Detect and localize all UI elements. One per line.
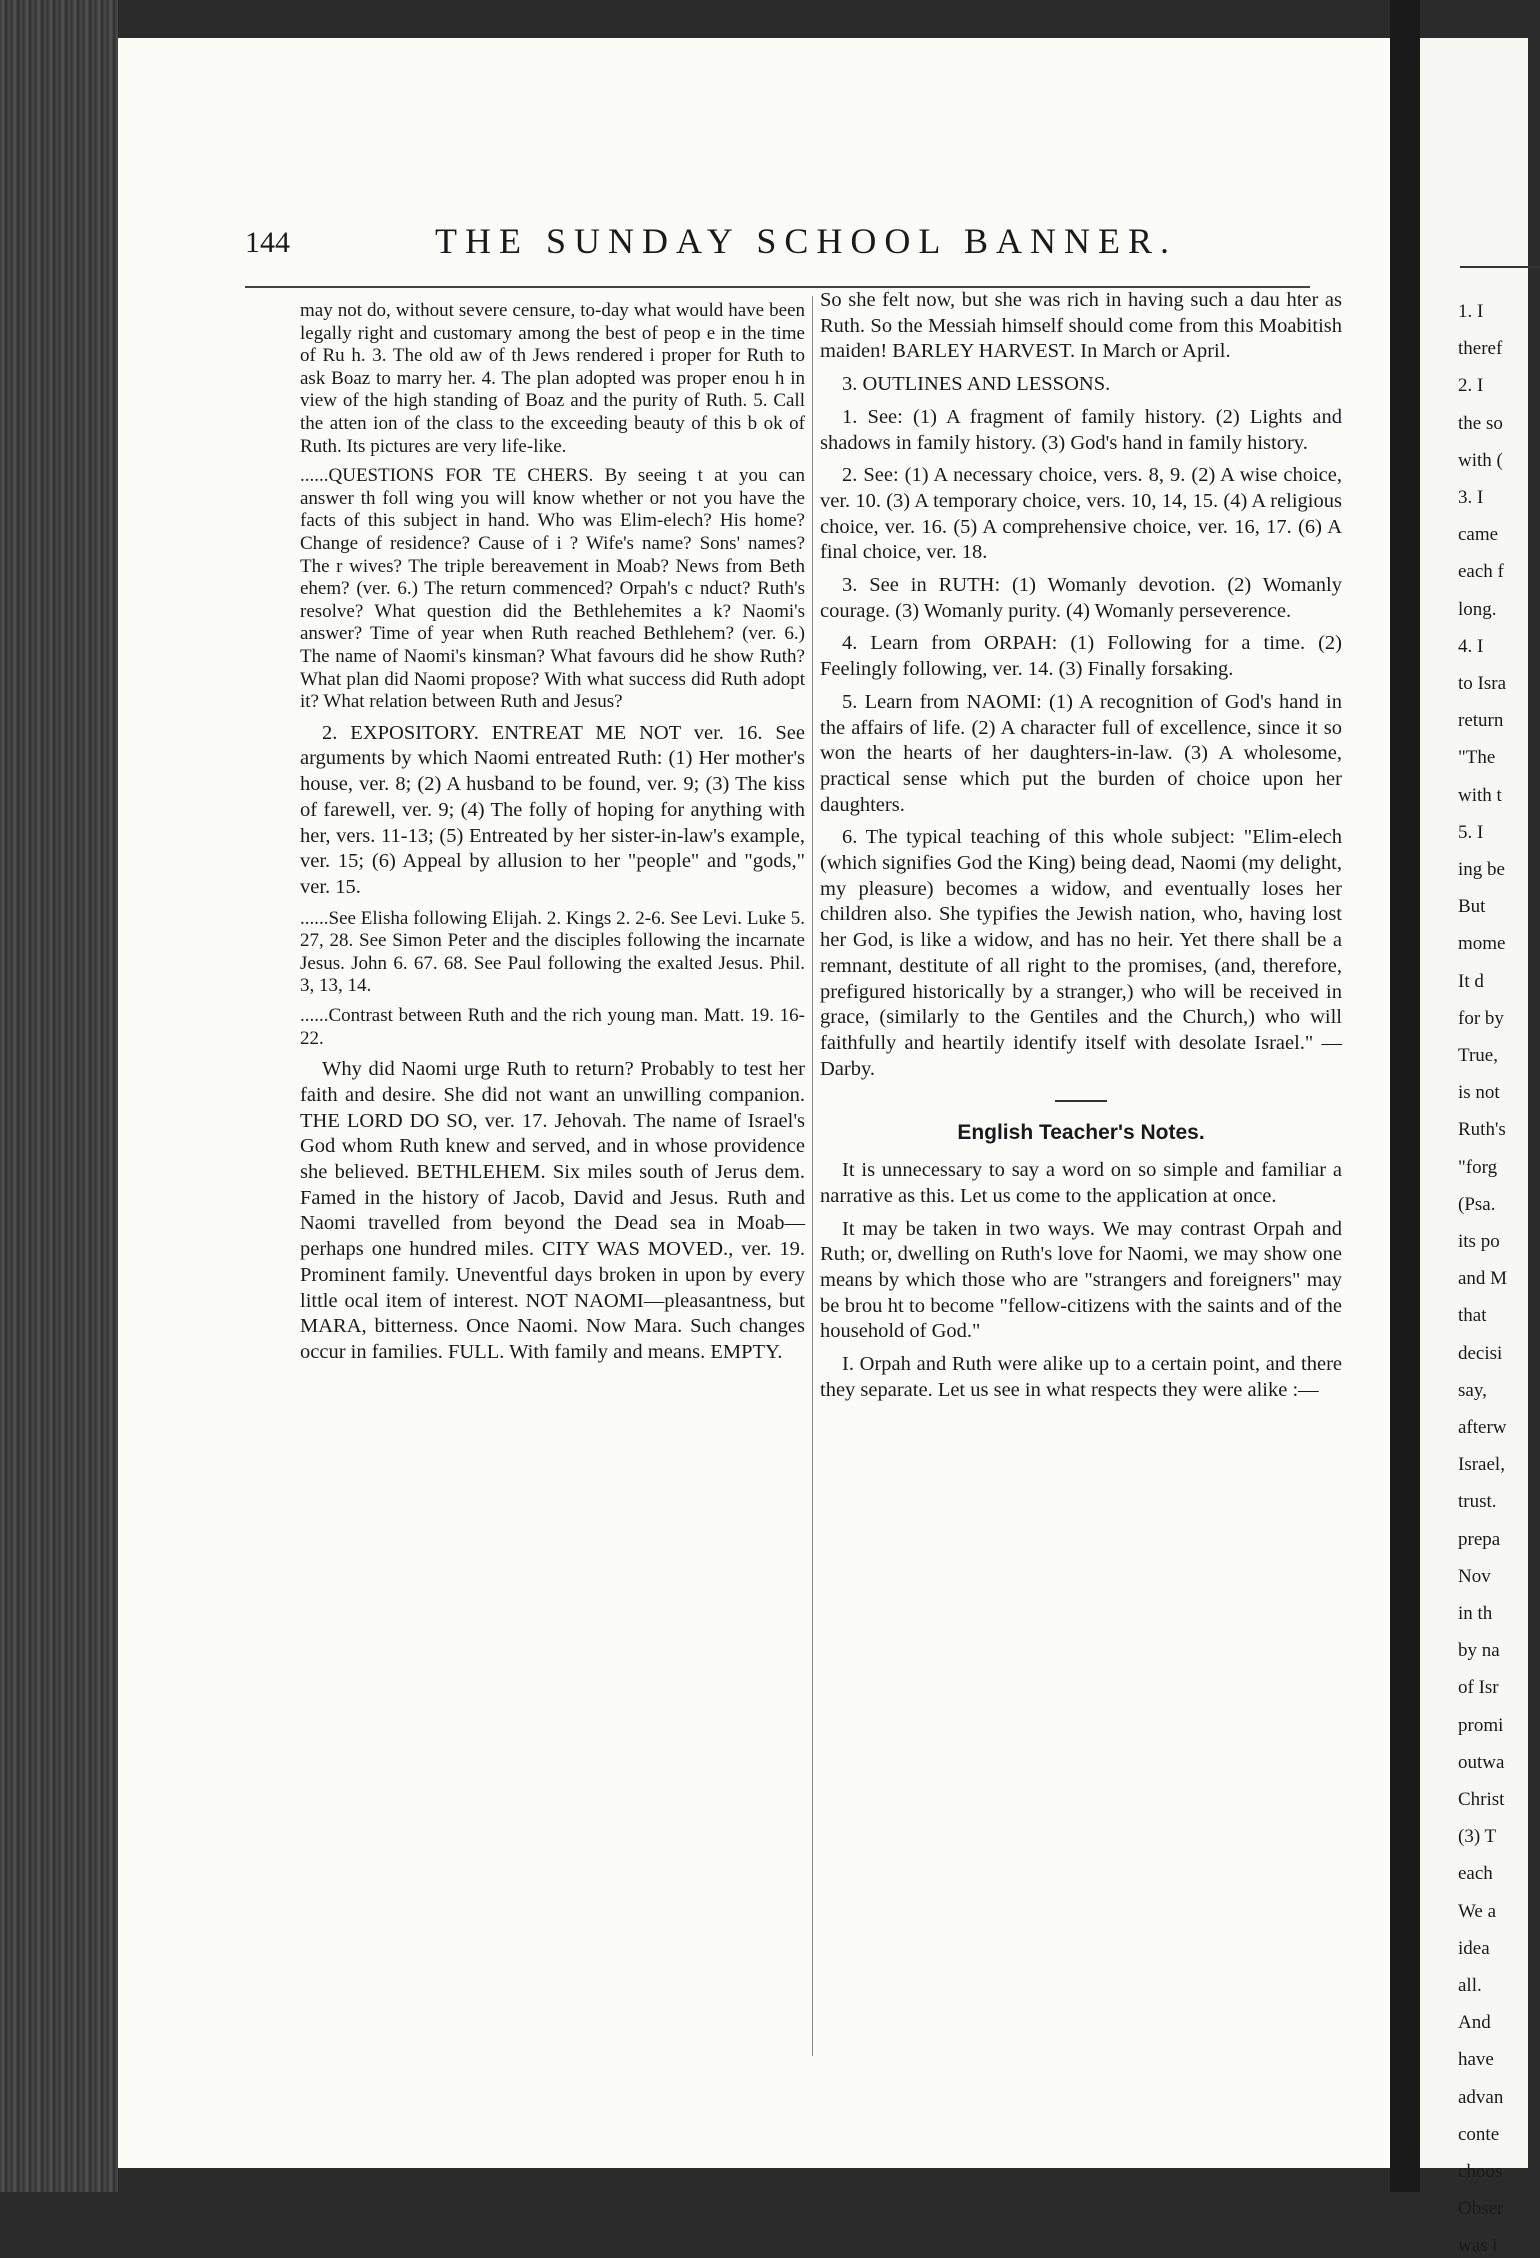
adjacent-page-line: each f (1458, 561, 1504, 583)
adjacent-page-line: all. (1458, 1975, 1482, 1996)
expository-paragraph: 2. EXPOSITORY. ENTREAT ME NOT ver. 16. See arguments by which Naomi entreated Ruth: (1) Her mother's house, ver. 8; (2) A husband to be found, ver. 9; (3) The kiss of farewell, ver. 9; (4) The folly of hoping for anything with her, vers. 11-13; (5) Entreated by her sister-in-law's example, ver. 15; (6) Appeal by allusion to her "people" and "gods," ver. 15. (300, 721, 805, 898)
adjacent-page-line: Christ (1458, 1789, 1505, 1810)
adjacent-page-line: (Psa. (1458, 1193, 1496, 1215)
adjacent-page-line: And (1458, 2012, 1491, 2034)
adjacent-page-line: Israel, (1458, 1454, 1505, 1476)
adjacent-page-line: the so (1458, 412, 1503, 434)
paragraph: So she felt now, but she was rich in having such a dau hter as Ruth. So the Messiah himself should come from this Moabitish maiden! BARLEY HARVEST. In March or April. (820, 289, 1342, 363)
paragraph: ......Contrast between Ruth and the rich young man. Matt. 19. 16-22. (300, 1004, 805, 1049)
adjacent-page-line: True, (1458, 1045, 1498, 1066)
adjacent-page-line: idea (1458, 1937, 1490, 1959)
adjacent-page-line: mome (1458, 933, 1506, 955)
book-binding (0, 0, 118, 2192)
adjacent-page-line: to Isra (1458, 673, 1507, 694)
section-separator (1055, 1100, 1107, 1102)
paragraph: 4. Learn from ORPAH: (1) Following for a time. (2) Feelingly following, ver. 14. (3) Finally forsaking. (820, 632, 1342, 681)
section-heading: 3. OUTLINES AND LESSONS. (842, 373, 1111, 396)
adjacent-page-line: with ( (1458, 449, 1503, 471)
adjacent-page-line: theref (1458, 338, 1503, 360)
adjacent-page-line: 3. I (1458, 487, 1484, 508)
adjacent-page-line: ing be (1458, 859, 1505, 880)
adjacent-page-line: with t (1458, 784, 1502, 806)
adjacent-page-line: was i (1458, 2235, 1498, 2257)
adjacent-page-line: choos (1458, 2161, 1503, 2182)
adjacent-page-line: advan (1458, 2086, 1504, 2108)
adjacent-page-line: long. (1458, 598, 1497, 620)
adjacent-page-line: 4. I (1458, 635, 1484, 657)
paragraph: 6. The typical teaching of this whole subject: "Elim-elech (which signifies God the King) being dead, Naomi (my delight, my pleasure) becomes a widow, and eventually loses her children also. She typifies the Jewish nation, who, having lost her God, is like a widow, and has no heir. Yet there shall be a remnant, destitute of all right to the promises, (and, therefore, prefigured historically by a stranger,) who will be received in grace, (similarly to the Gentiles and the Church,) who will faithfully and heartily identify itself with desolate Israel." —Darby. (820, 826, 1342, 1080)
adjacent-page-line: its po (1458, 1231, 1500, 1252)
questions-paragraph: ......QUESTIONS FOR TE CHERS. By seeing t at you can answer th foll wing you will know whether or not you have the facts of this subject in hand. Who was Elim-elech? His home? Change of residence? Cause of i ? Wife's name? Sons' names? The r wives? The triple bereavement in Moab? News from Beth ehem? (ver. 6.) The return commenced? Orpah's c nduct? Ruth's resolve? What question did the Bethlehemites a k? Naomi's answer? Time of year when Ruth reached Bethlehem? (ver. 6.) The name of Naomi's kinsman? What favours did he show Ruth? What plan did Naomi propose? With what success did Ruth adopt it? What relation between Ruth and Jesus? (300, 465, 805, 713)
adjacent-page-line: promi (1458, 1714, 1504, 1736)
paragraph: It is unnecessary to say a word on so simple and familiar a narrative as this. Let us come to the application at once. (820, 1159, 1342, 1207)
adjacent-page-line: say, (1458, 1379, 1487, 1401)
adjacent-page-line: (3) T (1458, 1826, 1497, 1848)
adjacent-page-line: return (1458, 710, 1504, 732)
page-gutter (1390, 0, 1420, 2192)
adjacent-page-line: afterw (1458, 1417, 1507, 1438)
adjacent-page-line: We a (1458, 1900, 1497, 1922)
paragraph: 3. See in RUTH: (1) Womanly devotion. (2) Womanly courage. (3) Womanly purity. (4) Womanly perseverence. (820, 574, 1342, 622)
paragraph: ......See Elisha following Elijah. 2. Kings 2. 2-6. See Levi. Luke 5. 27, 28. See Simon Peter and the disciples following the incarnate Jesus. John 6. 67. 68. See Paul following the exalted Jesus. Phil. 3, 13, 14. (300, 907, 805, 997)
adjacent-page-line: conte (1458, 2123, 1500, 2145)
page-header (245, 220, 1310, 266)
adjacent-page-line: in th (1458, 1603, 1493, 1624)
page-number: 144 (245, 226, 290, 259)
adjacent-page-line: outwa (1458, 1751, 1505, 1773)
adjacent-page (1420, 38, 1528, 2257)
adjacent-page-rule (1460, 266, 1540, 268)
paragraph: 2. See: (1) A necessary choice, vers. 8, 9. (2) A wise choice, ver. 10. (3) A temporary choice, vers. 10, 14, 15. (4) A religious choice, ver. 16. (5) A comprehensive choice, ver. 16, 17. (6) A final choice, ver. 18. (820, 464, 1342, 564)
adjacent-page-line: It d (1458, 970, 1484, 992)
paragraph: I. Orpah and Ruth were alike up to a certain point, and there they separate. Let us see in what respects they were alike :— (820, 1353, 1342, 1401)
adjacent-page-line: 1. I (1458, 301, 1484, 322)
adjacent-page-line: Nov (1458, 1565, 1491, 1587)
paragraph: 1. See: (1) A fragment of family history. (2) Lights and shadows in family history. (3) God's hand in family history. (820, 405, 1342, 454)
adjacent-page-line: trust. (1458, 1491, 1497, 1513)
adjacent-page-line: each (1458, 1863, 1493, 1885)
adjacent-page-line: of Isr (1458, 1677, 1499, 1699)
column-divider (812, 296, 813, 2056)
paragraph: 5. Learn from NAOMI: (1) A recognition of God's hand in the affairs of life. (2) A character full of excellence, since it so won the hearts of her daughters-in-law. (3) A wholesome, practical sense which put the burden of choice upon her daughters. (820, 690, 1342, 816)
adjacent-page-line: for by (1458, 1007, 1504, 1029)
adjacent-page-line: have (1458, 2049, 1494, 2071)
right-column (820, 288, 1342, 1410)
adjacent-page-line: "The (1458, 747, 1496, 769)
adjacent-page-line: 5. I (1458, 821, 1484, 843)
adjacent-page-line: decisi (1458, 1342, 1503, 1364)
left-column (300, 300, 805, 1373)
adjacent-page-line: Obser (1458, 2198, 1504, 2220)
page-title: THE SUNDAY SCHOOL BANNER. (435, 221, 1178, 261)
paragraph: It may be taken in two ways. We may contrast Orpah and Ruth; or, dwelling on Ruth's love for Naomi, we may show one means by which those who are "strangers and foreigners" may be brou ht to become "fellow-citizens with the saints and of the household of God." (820, 1217, 1342, 1343)
paragraph: may not do, without severe censure, to-day what would have been legally right and customary among the best of peop e in the time of Ru h. 3. The old aw of th Jews rendered i proper for Ruth to ask Boaz to marry her. 4. The plan adopted was proper enou h in view of the high standing of Boaz and the purity of Ruth. 5. Call the atten ion of the class to the exceeding beauty of this b ok of Ruth. Its pictures are very life-like. (300, 300, 805, 457)
adjacent-page-line: 2. I (1458, 375, 1484, 397)
paragraph: Why did Naomi urge Ruth to return? Probably to test her faith and desire. She did not want an unwilling companion. THE LORD DO SO, ver. 17. Jehovah. The name of Israel's God whom Ruth knew and served, and in whose providence she believed. BETHLEHEM. Six miles south of Jerus dem. Famed in the history of Jacob, David and Jesus. Ruth and Naomi travelled from beyond the Dead sea in Moab—perhaps one hundred miles. CITY WAS MOVED., ver. 19. Prominent family. Uneventful days broken in upon by every little ocal item of interest. NOT NAOMI—pleasantness, but MARA, bitterness. Once Naomi. Now Mara. Such changes occur in families. FULL. With family and means. EMPTY. (300, 1058, 805, 1363)
adjacent-page-line: that (1458, 1305, 1487, 1327)
adjacent-page-line: came (1458, 524, 1499, 546)
adjacent-page-line: But (1458, 896, 1486, 918)
adjacent-page-line: "forg (1458, 1156, 1498, 1178)
adjacent-page-line: Ruth's (1458, 1119, 1506, 1141)
adjacent-page-line: prepa (1458, 1528, 1501, 1550)
adjacent-page-line: is not (1458, 1082, 1500, 1104)
adjacent-page-line: by na (1458, 1640, 1500, 1662)
adjacent-page-line: and M (1458, 1268, 1508, 1290)
section-heading: English Teacher's Notes. (957, 1121, 1205, 1145)
